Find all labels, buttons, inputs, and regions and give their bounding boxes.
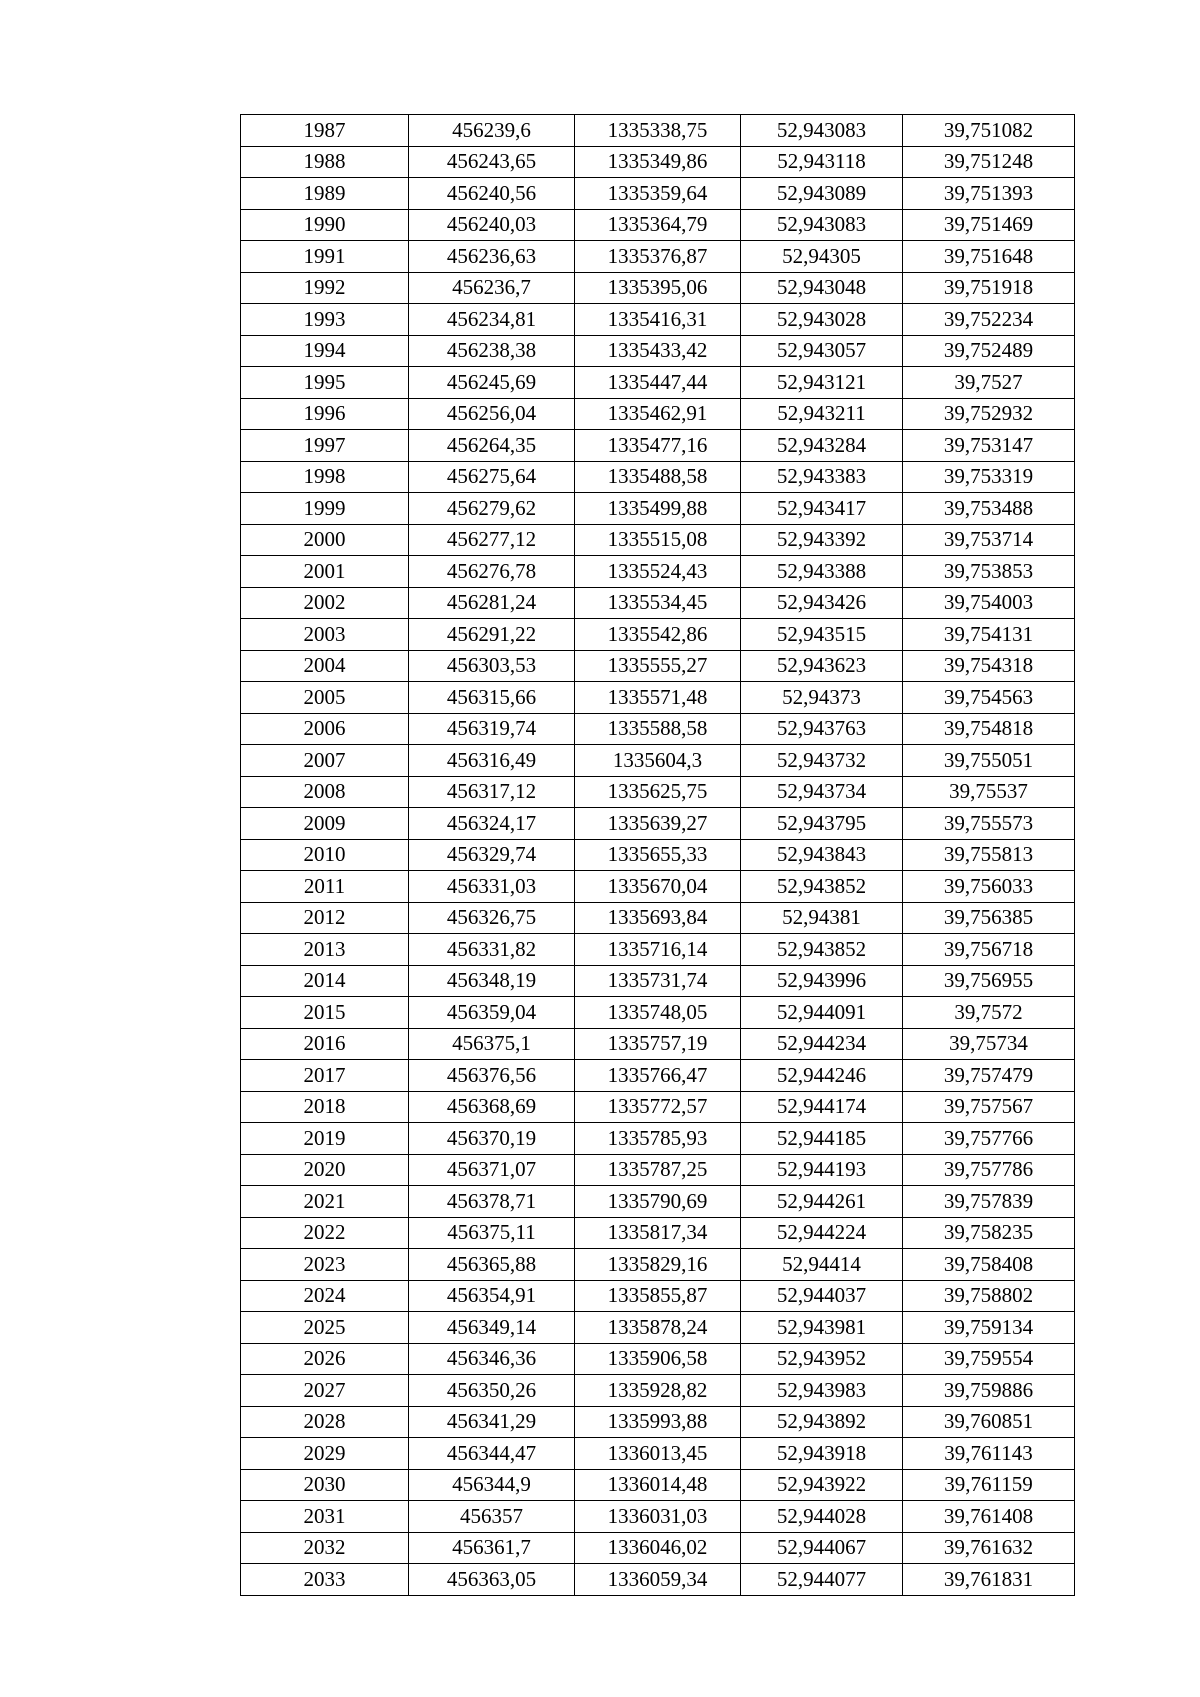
y-coordinate-cell: 1335555,27 [575, 650, 741, 682]
x-coordinate-cell: 456361,7 [409, 1532, 575, 1564]
table-row [241, 493, 1075, 525]
point-number-cell: 1993 [241, 304, 409, 336]
y-coordinate-cell: 1335571,48 [575, 682, 741, 714]
x-coordinate-cell: 456316,49 [409, 745, 575, 777]
latitude-cell: 52,943089 [741, 178, 903, 210]
y-coordinate-cell: 1336059,34 [575, 1564, 741, 1596]
longitude-cell: 39,754003 [903, 587, 1075, 619]
table-row [241, 1312, 1075, 1344]
longitude-cell: 39,758802 [903, 1280, 1075, 1312]
latitude-cell: 52,943392 [741, 524, 903, 556]
latitude-cell: 52,943211 [741, 398, 903, 430]
y-coordinate-cell: 1335477,16 [575, 430, 741, 462]
x-coordinate-cell: 456238,38 [409, 335, 575, 367]
point-number-cell: 1998 [241, 461, 409, 493]
point-number-cell: 2004 [241, 650, 409, 682]
table-row [241, 745, 1075, 777]
x-coordinate-cell: 456368,69 [409, 1091, 575, 1123]
y-coordinate-cell: 1335433,42 [575, 335, 741, 367]
point-number-cell: 1991 [241, 241, 409, 273]
table-row [241, 650, 1075, 682]
table-row [241, 902, 1075, 934]
point-number-cell: 2001 [241, 556, 409, 588]
y-coordinate-cell: 1335499,88 [575, 493, 741, 525]
table-row [241, 587, 1075, 619]
longitude-cell: 39,754131 [903, 619, 1075, 651]
longitude-cell: 39,752932 [903, 398, 1075, 430]
table-row [241, 839, 1075, 871]
table-row [241, 1060, 1075, 1092]
x-coordinate-cell: 456363,05 [409, 1564, 575, 1596]
latitude-cell: 52,94373 [741, 682, 903, 714]
longitude-cell: 39,759554 [903, 1343, 1075, 1375]
latitude-cell: 52,943048 [741, 272, 903, 304]
longitude-cell: 39,751082 [903, 115, 1075, 147]
point-number-cell: 2018 [241, 1091, 409, 1123]
latitude-cell: 52,94305 [741, 241, 903, 273]
point-number-cell: 1990 [241, 209, 409, 241]
latitude-cell: 52,94381 [741, 902, 903, 934]
x-coordinate-cell: 456303,53 [409, 650, 575, 682]
table-row [241, 934, 1075, 966]
x-coordinate-cell: 456359,04 [409, 997, 575, 1029]
longitude-cell: 39,75734 [903, 1028, 1075, 1060]
y-coordinate-cell: 1335693,84 [575, 902, 741, 934]
x-coordinate-cell: 456277,12 [409, 524, 575, 556]
latitude-cell: 52,943843 [741, 839, 903, 871]
point-number-cell: 1988 [241, 146, 409, 178]
y-coordinate-cell: 1335731,74 [575, 965, 741, 997]
longitude-cell: 39,757766 [903, 1123, 1075, 1155]
latitude-cell: 52,943795 [741, 808, 903, 840]
y-coordinate-cell: 1335534,45 [575, 587, 741, 619]
table-row [241, 1186, 1075, 1218]
table-row [241, 1028, 1075, 1060]
x-coordinate-cell: 456354,91 [409, 1280, 575, 1312]
y-coordinate-cell: 1336014,48 [575, 1469, 741, 1501]
longitude-cell: 39,753319 [903, 461, 1075, 493]
longitude-cell: 39,761143 [903, 1438, 1075, 1470]
latitude-cell: 52,943922 [741, 1469, 903, 1501]
table-row [241, 209, 1075, 241]
longitude-cell: 39,761831 [903, 1564, 1075, 1596]
longitude-cell: 39,761632 [903, 1532, 1075, 1564]
latitude-cell: 52,943734 [741, 776, 903, 808]
longitude-cell: 39,751469 [903, 209, 1075, 241]
longitude-cell: 39,7572 [903, 997, 1075, 1029]
point-number-cell: 2011 [241, 871, 409, 903]
longitude-cell: 39,751918 [903, 272, 1075, 304]
table-row [241, 1564, 1075, 1596]
latitude-cell: 52,943284 [741, 430, 903, 462]
point-number-cell: 2009 [241, 808, 409, 840]
longitude-cell: 39,755573 [903, 808, 1075, 840]
longitude-cell: 39,752234 [903, 304, 1075, 336]
longitude-cell: 39,757567 [903, 1091, 1075, 1123]
latitude-cell: 52,943852 [741, 934, 903, 966]
y-coordinate-cell: 1335785,93 [575, 1123, 741, 1155]
table-row [241, 241, 1075, 273]
point-number-cell: 2032 [241, 1532, 409, 1564]
x-coordinate-cell: 456378,71 [409, 1186, 575, 1218]
y-coordinate-cell: 1335395,06 [575, 272, 741, 304]
point-number-cell: 2024 [241, 1280, 409, 1312]
point-number-cell: 2017 [241, 1060, 409, 1092]
point-number-cell: 2023 [241, 1249, 409, 1281]
table-row [241, 1154, 1075, 1186]
y-coordinate-cell: 1335790,69 [575, 1186, 741, 1218]
latitude-cell: 52,943057 [741, 335, 903, 367]
latitude-cell: 52,944028 [741, 1501, 903, 1533]
x-coordinate-cell: 456256,04 [409, 398, 575, 430]
table-row [241, 304, 1075, 336]
table-row [241, 1280, 1075, 1312]
point-number-cell: 2029 [241, 1438, 409, 1470]
longitude-cell: 39,759886 [903, 1375, 1075, 1407]
point-number-cell: 1989 [241, 178, 409, 210]
point-number-cell: 2016 [241, 1028, 409, 1060]
x-coordinate-cell: 456236,7 [409, 272, 575, 304]
x-coordinate-cell: 456279,62 [409, 493, 575, 525]
y-coordinate-cell: 1335772,57 [575, 1091, 741, 1123]
longitude-cell: 39,753488 [903, 493, 1075, 525]
y-coordinate-cell: 1335416,31 [575, 304, 741, 336]
y-coordinate-cell: 1335488,58 [575, 461, 741, 493]
table-row [241, 146, 1075, 178]
longitude-cell: 39,757786 [903, 1154, 1075, 1186]
table-row [241, 619, 1075, 651]
latitude-cell: 52,943121 [741, 367, 903, 399]
point-number-cell: 1995 [241, 367, 409, 399]
longitude-cell: 39,757479 [903, 1060, 1075, 1092]
longitude-cell: 39,751393 [903, 178, 1075, 210]
y-coordinate-cell: 1335524,43 [575, 556, 741, 588]
point-number-cell: 1996 [241, 398, 409, 430]
point-number-cell: 2006 [241, 713, 409, 745]
y-coordinate-cell: 1335447,44 [575, 367, 741, 399]
latitude-cell: 52,943083 [741, 209, 903, 241]
x-coordinate-cell: 456275,64 [409, 461, 575, 493]
latitude-cell: 52,944067 [741, 1532, 903, 1564]
point-number-cell: 2013 [241, 934, 409, 966]
table-row [241, 1123, 1075, 1155]
longitude-cell: 39,756033 [903, 871, 1075, 903]
table-row [241, 556, 1075, 588]
point-number-cell: 2012 [241, 902, 409, 934]
table-row [241, 398, 1075, 430]
table-row [241, 1249, 1075, 1281]
y-coordinate-cell: 1335349,86 [575, 146, 741, 178]
latitude-cell: 52,943918 [741, 1438, 903, 1470]
latitude-cell: 52,943981 [741, 1312, 903, 1344]
y-coordinate-cell: 1335928,82 [575, 1375, 741, 1407]
y-coordinate-cell: 1335716,14 [575, 934, 741, 966]
x-coordinate-cell: 456319,74 [409, 713, 575, 745]
longitude-cell: 39,753714 [903, 524, 1075, 556]
table-row [241, 1501, 1075, 1533]
latitude-cell: 52,943417 [741, 493, 903, 525]
longitude-cell: 39,761408 [903, 1501, 1075, 1533]
table-row [241, 178, 1075, 210]
x-coordinate-cell: 456375,11 [409, 1217, 575, 1249]
point-number-cell: 1997 [241, 430, 409, 462]
y-coordinate-cell: 1335817,34 [575, 1217, 741, 1249]
latitude-cell: 52,94414 [741, 1249, 903, 1281]
x-coordinate-cell: 456371,07 [409, 1154, 575, 1186]
longitude-cell: 39,761159 [903, 1469, 1075, 1501]
latitude-cell: 52,944185 [741, 1123, 903, 1155]
point-number-cell: 2003 [241, 619, 409, 651]
x-coordinate-cell: 456276,78 [409, 556, 575, 588]
latitude-cell: 52,943388 [741, 556, 903, 588]
longitude-cell: 39,755813 [903, 839, 1075, 871]
latitude-cell: 52,944193 [741, 1154, 903, 1186]
x-coordinate-cell: 456365,88 [409, 1249, 575, 1281]
table-row [241, 1532, 1075, 1564]
point-number-cell: 2008 [241, 776, 409, 808]
y-coordinate-cell: 1335364,79 [575, 209, 741, 241]
point-number-cell: 2033 [241, 1564, 409, 1596]
x-coordinate-cell: 456239,6 [409, 115, 575, 147]
latitude-cell: 52,943996 [741, 965, 903, 997]
latitude-cell: 52,944246 [741, 1060, 903, 1092]
latitude-cell: 52,943763 [741, 713, 903, 745]
point-number-cell: 2021 [241, 1186, 409, 1218]
table-row [241, 335, 1075, 367]
latitude-cell: 52,943732 [741, 745, 903, 777]
point-number-cell: 2025 [241, 1312, 409, 1344]
latitude-cell: 52,944091 [741, 997, 903, 1029]
longitude-cell: 39,757839 [903, 1186, 1075, 1218]
table-row [241, 272, 1075, 304]
x-coordinate-cell: 456370,19 [409, 1123, 575, 1155]
x-coordinate-cell: 456329,74 [409, 839, 575, 871]
x-coordinate-cell: 456376,56 [409, 1060, 575, 1092]
x-coordinate-cell: 456375,1 [409, 1028, 575, 1060]
y-coordinate-cell: 1335855,87 [575, 1280, 741, 1312]
x-coordinate-cell: 456357 [409, 1501, 575, 1533]
coordinates-table [240, 114, 1075, 1596]
x-coordinate-cell: 456344,47 [409, 1438, 575, 1470]
x-coordinate-cell: 456245,69 [409, 367, 575, 399]
longitude-cell: 39,754563 [903, 682, 1075, 714]
point-number-cell: 1999 [241, 493, 409, 525]
table-row [241, 115, 1075, 147]
table-row [241, 1406, 1075, 1438]
table-row [241, 871, 1075, 903]
y-coordinate-cell: 1335542,86 [575, 619, 741, 651]
x-coordinate-cell: 456234,81 [409, 304, 575, 336]
table-row [241, 1438, 1075, 1470]
longitude-cell: 39,754318 [903, 650, 1075, 682]
y-coordinate-cell: 1336046,02 [575, 1532, 741, 1564]
point-number-cell: 2030 [241, 1469, 409, 1501]
y-coordinate-cell: 1335829,16 [575, 1249, 741, 1281]
y-coordinate-cell: 1335993,88 [575, 1406, 741, 1438]
y-coordinate-cell: 1336013,45 [575, 1438, 741, 1470]
y-coordinate-cell: 1335625,75 [575, 776, 741, 808]
latitude-cell: 52,943083 [741, 115, 903, 147]
longitude-cell: 39,756718 [903, 934, 1075, 966]
y-coordinate-cell: 1335670,04 [575, 871, 741, 903]
x-coordinate-cell: 456291,22 [409, 619, 575, 651]
table-row [241, 367, 1075, 399]
latitude-cell: 52,944077 [741, 1564, 903, 1596]
point-number-cell: 2027 [241, 1375, 409, 1407]
x-coordinate-cell: 456240,03 [409, 209, 575, 241]
point-number-cell: 2022 [241, 1217, 409, 1249]
y-coordinate-cell: 1335588,58 [575, 713, 741, 745]
longitude-cell: 39,753147 [903, 430, 1075, 462]
point-number-cell: 2019 [241, 1123, 409, 1155]
table-row [241, 461, 1075, 493]
x-coordinate-cell: 456315,66 [409, 682, 575, 714]
latitude-cell: 52,943515 [741, 619, 903, 651]
x-coordinate-cell: 456243,65 [409, 146, 575, 178]
point-number-cell: 1987 [241, 115, 409, 147]
x-coordinate-cell: 456350,26 [409, 1375, 575, 1407]
y-coordinate-cell: 1335462,91 [575, 398, 741, 430]
longitude-cell: 39,758408 [903, 1249, 1075, 1281]
longitude-cell: 39,751248 [903, 146, 1075, 178]
longitude-cell: 39,758235 [903, 1217, 1075, 1249]
table-row [241, 1217, 1075, 1249]
latitude-cell: 52,943383 [741, 461, 903, 493]
table-row [241, 713, 1075, 745]
y-coordinate-cell: 1335757,19 [575, 1028, 741, 1060]
latitude-cell: 52,943426 [741, 587, 903, 619]
x-coordinate-cell: 456240,56 [409, 178, 575, 210]
x-coordinate-cell: 456317,12 [409, 776, 575, 808]
point-number-cell: 1992 [241, 272, 409, 304]
latitude-cell: 52,943623 [741, 650, 903, 682]
latitude-cell: 52,944234 [741, 1028, 903, 1060]
x-coordinate-cell: 456341,29 [409, 1406, 575, 1438]
longitude-cell: 39,751648 [903, 241, 1075, 273]
table-row [241, 776, 1075, 808]
x-coordinate-cell: 456349,14 [409, 1312, 575, 1344]
y-coordinate-cell: 1335787,25 [575, 1154, 741, 1186]
x-coordinate-cell: 456236,63 [409, 241, 575, 273]
latitude-cell: 52,943983 [741, 1375, 903, 1407]
table-row [241, 808, 1075, 840]
y-coordinate-cell: 1335878,24 [575, 1312, 741, 1344]
latitude-cell: 52,943118 [741, 146, 903, 178]
point-number-cell: 2026 [241, 1343, 409, 1375]
latitude-cell: 52,943952 [741, 1343, 903, 1375]
latitude-cell: 52,944037 [741, 1280, 903, 1312]
x-coordinate-cell: 456264,35 [409, 430, 575, 462]
table-row [241, 1375, 1075, 1407]
table-row [241, 682, 1075, 714]
x-coordinate-cell: 456346,36 [409, 1343, 575, 1375]
x-coordinate-cell: 456326,75 [409, 902, 575, 934]
point-number-cell: 2000 [241, 524, 409, 556]
latitude-cell: 52,943028 [741, 304, 903, 336]
point-number-cell: 2031 [241, 1501, 409, 1533]
longitude-cell: 39,75537 [903, 776, 1075, 808]
x-coordinate-cell: 456344,9 [409, 1469, 575, 1501]
coordinates-table-body [241, 115, 1075, 1596]
table-row [241, 1469, 1075, 1501]
point-number-cell: 2002 [241, 587, 409, 619]
longitude-cell: 39,755051 [903, 745, 1075, 777]
point-number-cell: 2005 [241, 682, 409, 714]
y-coordinate-cell: 1336031,03 [575, 1501, 741, 1533]
latitude-cell: 52,943852 [741, 871, 903, 903]
y-coordinate-cell: 1335359,64 [575, 178, 741, 210]
table-row [241, 430, 1075, 462]
y-coordinate-cell: 1335639,27 [575, 808, 741, 840]
longitude-cell: 39,754818 [903, 713, 1075, 745]
latitude-cell: 52,944174 [741, 1091, 903, 1123]
point-number-cell: 2028 [241, 1406, 409, 1438]
y-coordinate-cell: 1335766,47 [575, 1060, 741, 1092]
point-number-cell: 2020 [241, 1154, 409, 1186]
table-row [241, 965, 1075, 997]
latitude-cell: 52,944261 [741, 1186, 903, 1218]
x-coordinate-cell: 456324,17 [409, 808, 575, 840]
table-row [241, 524, 1075, 556]
x-coordinate-cell: 456348,19 [409, 965, 575, 997]
y-coordinate-cell: 1335748,05 [575, 997, 741, 1029]
table-row [241, 1091, 1075, 1123]
longitude-cell: 39,752489 [903, 335, 1075, 367]
x-coordinate-cell: 456331,82 [409, 934, 575, 966]
y-coordinate-cell: 1335515,08 [575, 524, 741, 556]
y-coordinate-cell: 1335906,58 [575, 1343, 741, 1375]
longitude-cell: 39,759134 [903, 1312, 1075, 1344]
table-row [241, 997, 1075, 1029]
x-coordinate-cell: 456281,24 [409, 587, 575, 619]
point-number-cell: 2010 [241, 839, 409, 871]
y-coordinate-cell: 1335604,3 [575, 745, 741, 777]
longitude-cell: 39,756955 [903, 965, 1075, 997]
y-coordinate-cell: 1335655,33 [575, 839, 741, 871]
longitude-cell: 39,753853 [903, 556, 1075, 588]
longitude-cell: 39,760851 [903, 1406, 1075, 1438]
point-number-cell: 2007 [241, 745, 409, 777]
table-row [241, 1343, 1075, 1375]
latitude-cell: 52,944224 [741, 1217, 903, 1249]
x-coordinate-cell: 456331,03 [409, 871, 575, 903]
point-number-cell: 2015 [241, 997, 409, 1029]
y-coordinate-cell: 1335376,87 [575, 241, 741, 273]
point-number-cell: 1994 [241, 335, 409, 367]
latitude-cell: 52,943892 [741, 1406, 903, 1438]
longitude-cell: 39,756385 [903, 902, 1075, 934]
point-number-cell: 2014 [241, 965, 409, 997]
longitude-cell: 39,7527 [903, 367, 1075, 399]
y-coordinate-cell: 1335338,75 [575, 115, 741, 147]
